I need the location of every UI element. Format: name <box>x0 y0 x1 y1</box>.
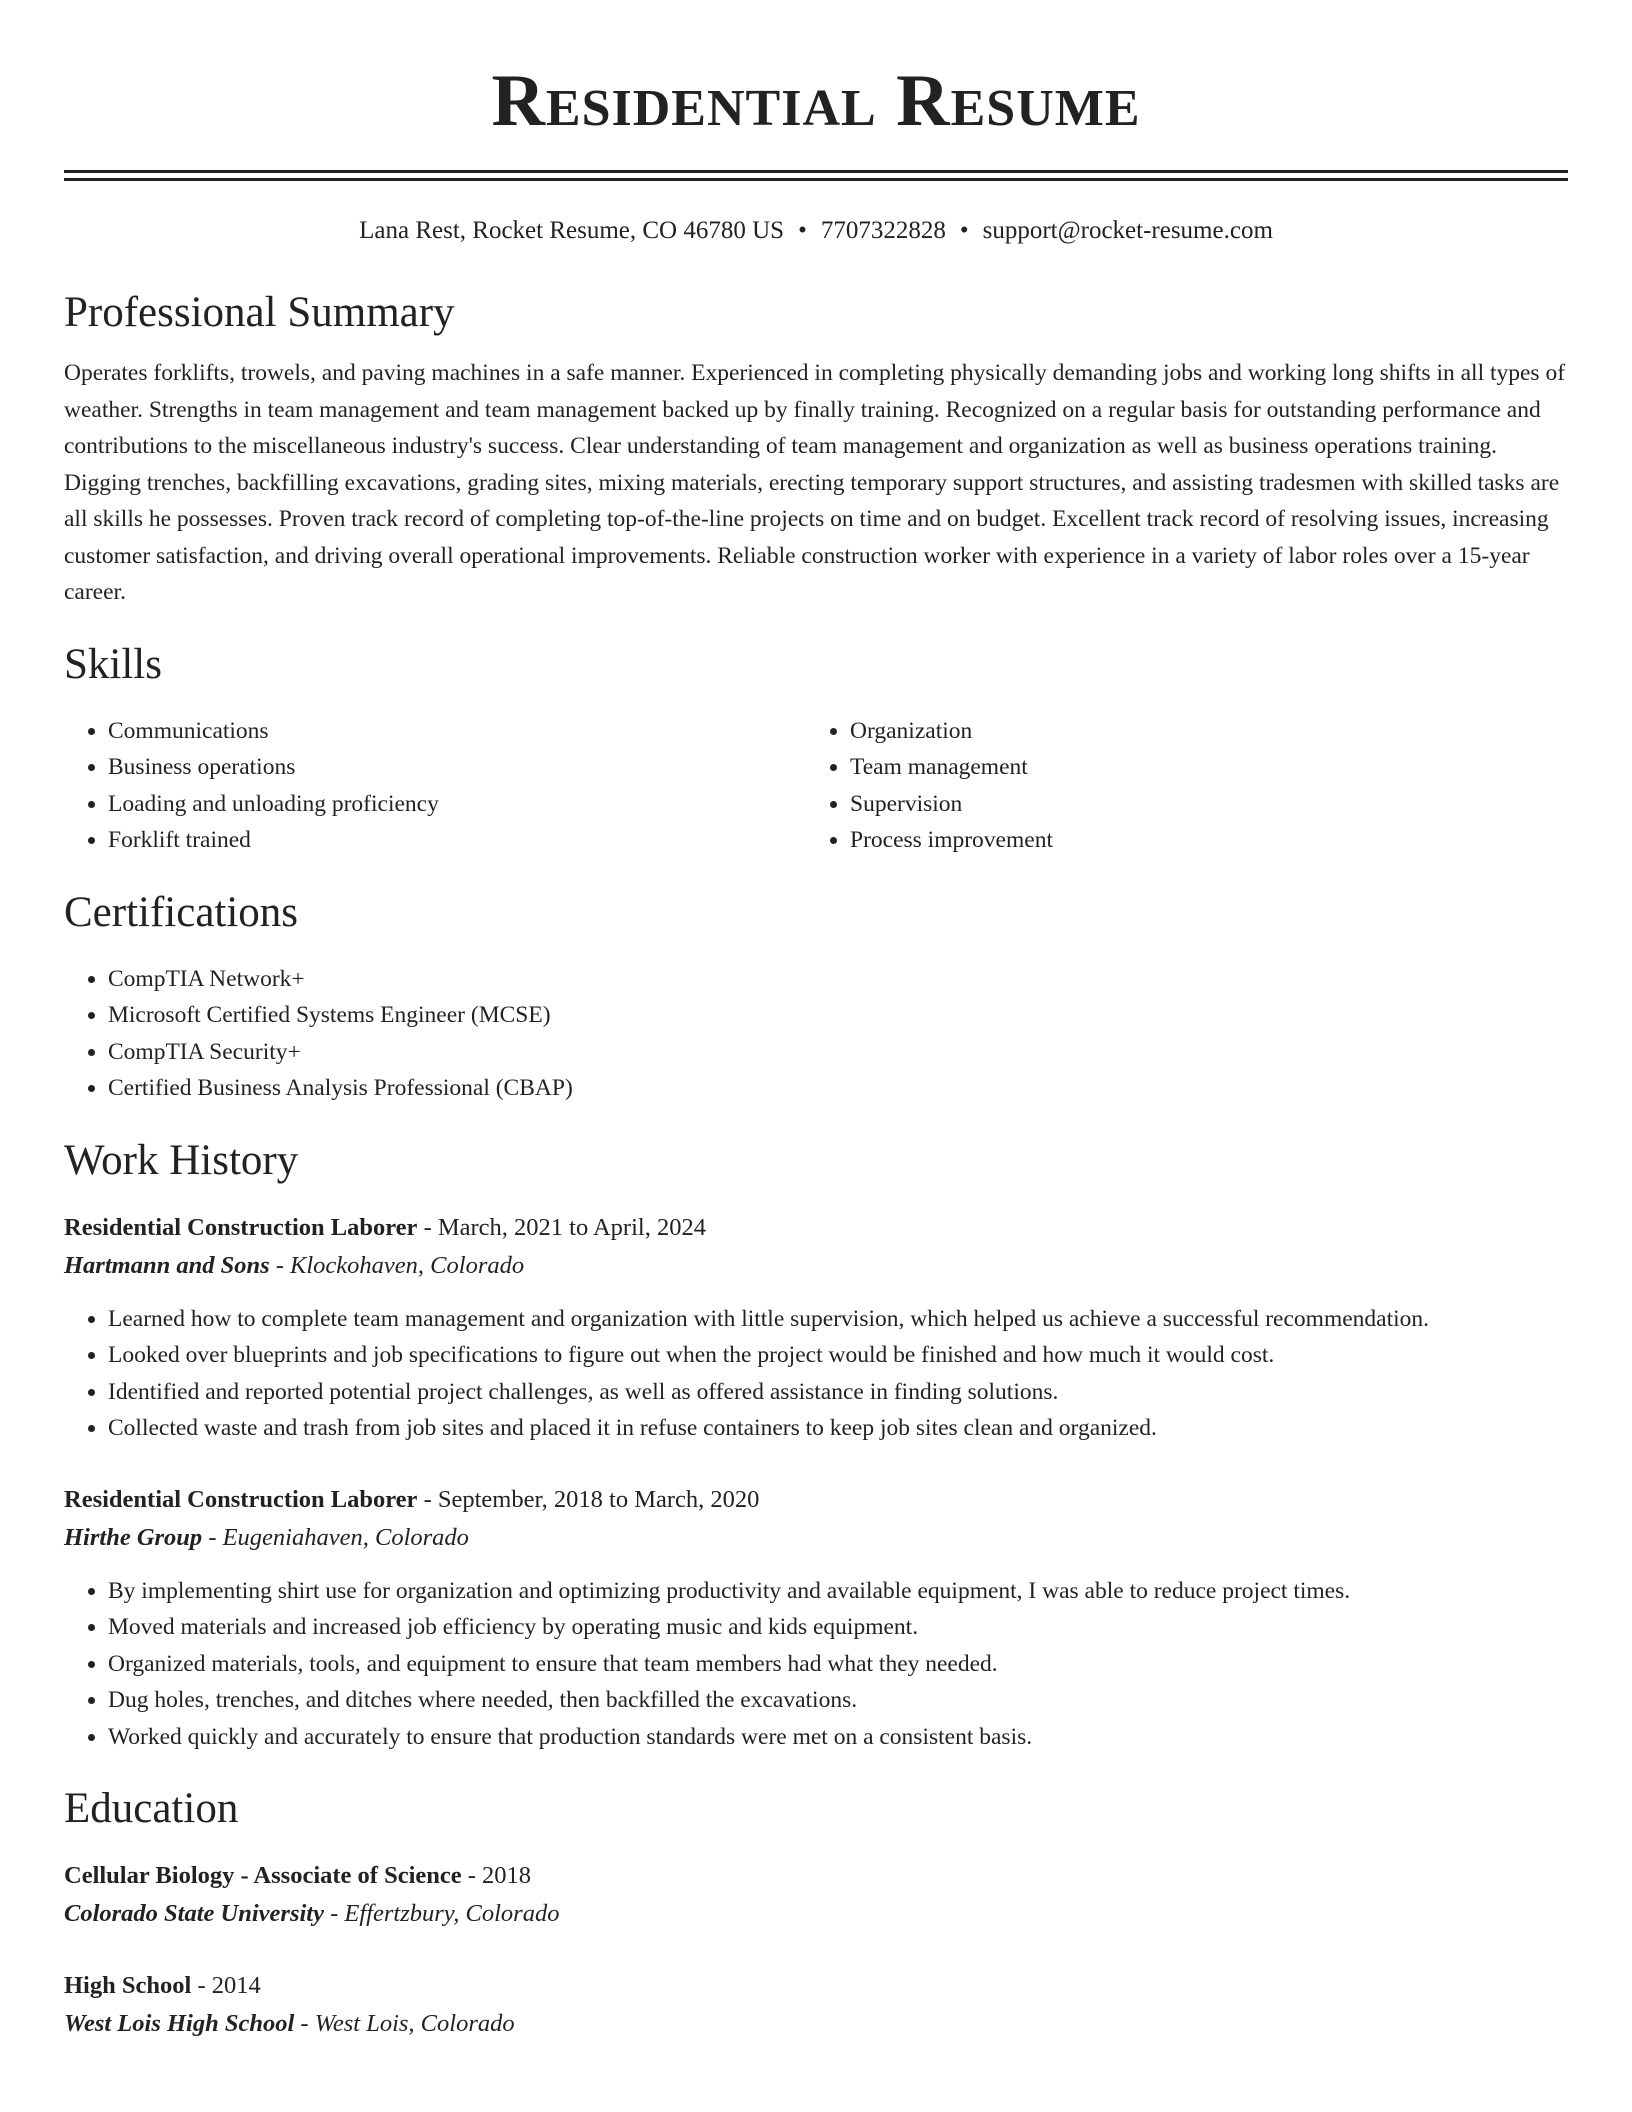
degree-line <box>64 1967 1568 2005</box>
job-dates: - September, 2018 to March, 2020 <box>417 1485 760 1513</box>
title-divider <box>64 170 1568 181</box>
skill-item: • Team management <box>850 749 1548 786</box>
degree: Cellular Biology - Associate of Science <box>64 1862 462 1889</box>
job-bullet: • By implementing shirt use for organization and optimizing productivity and available equipment, I was able to reduce project times. <box>108 1573 1568 1610</box>
skills-list <box>64 713 1568 859</box>
education-entry <box>64 1857 1568 1933</box>
school-name: West Lois High School <box>64 2010 295 2037</box>
certification-item: • CompTIA Network+ <box>108 961 1568 998</box>
graduation-year: - 2018 <box>461 1862 532 1889</box>
job-bullet: • Moved materials and increased job efficiency by operating music and kids equipment. <box>108 1609 1568 1646</box>
skill-item: • Loading and unloading proficiency <box>108 786 806 823</box>
school-line <box>64 1895 1568 1933</box>
job-title: Residential Construction Laborer <box>64 1213 418 1241</box>
contact-phone: 7707322828 <box>820 217 946 244</box>
certification-item: • Microsoft Certified Systems Engineer (MCSE) <box>108 997 1568 1034</box>
job-bullet: • Dug holes, trenches, and ditches where needed, then backfilled the excavations. <box>108 1682 1568 1719</box>
job-bullet: • Learned how to complete team management and organization with little supervision, which helped us achieve a successful recommendation. <box>108 1301 1568 1338</box>
school-location: - Effertzbury, Colorado <box>323 1900 560 1927</box>
degree-line <box>64 1857 1568 1895</box>
summary-text: Operates forklifts, trowels, and paving machines in a safe manner. Experienced in completing physically demanding jobs and working long shifts in all types of weather. Strengths in team management and team management backed up by finally training. Recognized on a regular basis for outstanding performance and contributions to the miscellaneous industry's success. Clear understanding of team management and organization as well as business operations training. Digging trenches, backfilling excavations, grading sites, mixing materials, erecting temporary support structures, and assisting tradesmen with skilled tasks are all skills he possesses. Proven track record of completing top-of-the-line projects on time and on budget. Excellent track record of resolving issues, increasing customer satisfaction, and driving overall operational improvements. Reliable construction worker with experience in a variety of labor roles over a 15-year career. <box>64 360 1566 605</box>
job-entry <box>64 1481 1568 1756</box>
education-entry <box>64 1967 1568 2043</box>
skill-item: • Organization <box>850 713 1548 750</box>
skill-item: • Supervision <box>850 786 1548 823</box>
school-line <box>64 2005 1568 2043</box>
graduation-year: - 2014 <box>191 1972 261 1999</box>
contact-line <box>64 215 1568 247</box>
skill-item: • Communications <box>108 713 806 750</box>
job-bullets <box>64 1573 1568 1756</box>
contact-address: Lana Rest, Rocket Resume, CO 46780 US <box>359 217 785 244</box>
skill-item: • Process improvement <box>850 822 1548 859</box>
job-title-line <box>64 1481 1568 1519</box>
job-bullet: • Organized materials, tools, and equipment to ensure that team members had what they needed. <box>108 1646 1568 1683</box>
job-location: - Klockohaven, Colorado <box>269 1251 525 1279</box>
job-bullet: • Identified and reported potential project challenges, as well as offered assistance in finding solutions. <box>108 1374 1568 1411</box>
job-dates: - March, 2021 to April, 2024 <box>417 1213 706 1241</box>
job-location: - Eugeniahaven, Colorado <box>202 1523 469 1551</box>
skill-item: • Business operations <box>108 749 806 786</box>
skill-item: • Forklift trained <box>108 822 806 859</box>
skills-column-right <box>806 713 1548 859</box>
education-heading: Education <box>64 1785 239 1832</box>
job-company-line <box>64 1519 1568 1557</box>
job-title-line <box>64 1209 1568 1247</box>
job-bullet: • Worked quickly and accurately to ensure that production standards were met on a consistent basis. <box>108 1719 1568 1756</box>
resume-title: Residential Resume <box>491 60 1141 142</box>
job-company: Hartmann and Sons <box>64 1251 270 1279</box>
work-history-heading: Work History <box>64 1136 299 1184</box>
job-entry <box>64 1209 1568 1447</box>
contact-email: support@rocket-resume.com <box>982 217 1273 244</box>
contact-separator: • <box>798 217 807 244</box>
job-bullet: • Collected waste and trash from job sites and placed it in refuse containers to keep job sites clean and organized. <box>108 1410 1568 1447</box>
skills-heading: Skills <box>64 640 162 688</box>
degree: High School <box>64 1972 192 1999</box>
contact-separator: • <box>959 217 969 244</box>
skills-column-left <box>64 713 806 859</box>
certification-item: • Certified Business Analysis Professional (CBAP) <box>108 1070 1568 1107</box>
summary-heading: Professional Summary <box>64 289 455 336</box>
job-company-line <box>64 1247 1568 1285</box>
job-title: Residential Construction Laborer <box>64 1485 418 1513</box>
job-bullet: • Looked over blueprints and job specifications to figure out when the project would be finished and how much it would cost. <box>108 1337 1568 1374</box>
certifications-list <box>64 961 1568 1107</box>
school-name: Colorado State University <box>64 1900 324 1927</box>
certification-item: • CompTIA Security+ <box>108 1034 1568 1071</box>
job-bullets <box>64 1301 1568 1447</box>
certifications-heading: Certifications <box>64 888 299 936</box>
job-company: Hirthe Group <box>64 1523 203 1551</box>
school-location: - West Lois, Colorado <box>294 2010 515 2037</box>
